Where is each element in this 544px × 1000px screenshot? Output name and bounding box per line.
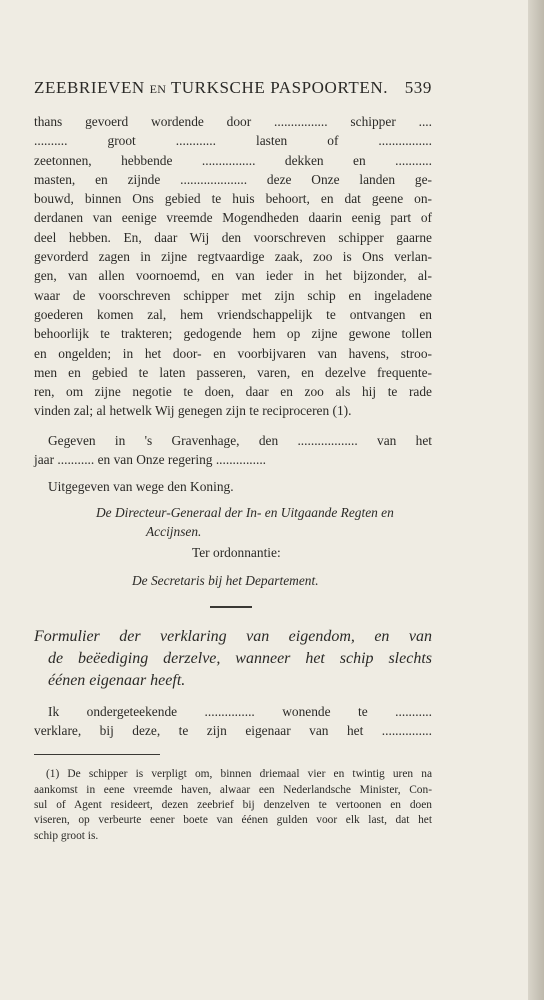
formulier-line-3: éénen eigenaar heeft. [48,671,186,689]
footnote [34,767,432,843]
footnote-line: sul of Agent resideert, dezen zeebrief bij denzelven te vertoonen en doen [34,799,432,812]
body-line: deel hebben. En, daar Wij den voorschreven schipper gaarne [34,229,432,245]
running-title-part2: TURKSCHE PASPOORTEN. [166,78,389,97]
running-head [34,78,432,98]
body-line: bouwd, binnen Ons gebied te huis behoort, en dat geene on- [34,191,432,207]
declaration-text [34,702,432,741]
footnote-line: viseren, op verbeurte eener boete van éénen gulden voor elk last, dat het [34,814,432,827]
body-line: masten, en zijnde .................... deze Onze landen ge- [34,171,432,187]
declaration-line: verklare, bij deze, te zijn eigenaar van het ............... [34,723,432,739]
section-divider [210,606,252,608]
body-line: goederen komen zal, hem vriendschappelijk te ontvangen en [34,306,432,322]
running-title [34,78,388,98]
given-line: jaar ........... en van Onze regering ............... [34,452,267,468]
formulier-line-1: Formulier der verklaring van eigendom, en van [34,627,432,645]
director-line-1: De Directeur-Generaal der In- en Uitgaande Regten en [96,504,394,520]
footnote-line: aankomst in eene vreemde haven, alwaar een Nederlandsche Minister, Con- [34,783,432,796]
director-signature [34,503,432,542]
body-line: derdanen van eenige vreemde Mogendheden daarin eenig part of [34,210,432,226]
passport-body-text [34,112,432,421]
spacer [34,421,432,431]
document-page [34,78,432,844]
director-line-2: Accijnsen. [146,523,202,539]
page-number: 539 [404,78,432,97]
formulier-heading [34,626,432,692]
ter-ordonnantie: Ter ordonnantie: [192,545,281,561]
declaration-line: Ik ondergeteekende ............... wonende te ........... [48,703,432,719]
footnote-line: schip groot is. [34,829,99,842]
issued-line: Uitgegeven van wege den Koning. [48,479,234,495]
given-at-block [34,431,432,470]
body-line: behoorlijk te trakteren; gedogende hem op zijne gewone tollen [34,326,432,342]
running-title-part1: ZEEBRIEVEN [34,78,150,97]
book-spine-shadow [528,0,544,1000]
body-line: .......... groot ............ lasten of ................ [34,133,432,149]
body-line: ren, om zijne negotie te doen, daar en zoo als hij te rade [34,384,432,400]
body-line: vinden zal; al hetwelk Wij genegen zijn te reciproceren (1). [34,403,352,419]
secretary-signature: De Secretaris bij het Departement. [132,572,319,588]
body-line: waar de voorschreven schipper met zijn schip en ingeladene [34,287,432,303]
body-line: gevorderd zagen in zijne regtvaardige zaak, zoo is Ons verlan- [34,249,432,265]
body-line: men en gebied te laten passeren, varen, en dezelve frequente- [34,364,432,380]
given-line: Gegeven in 's Gravenhage, den .................. van het [48,432,432,448]
body-line: gen, van allen voornoemd, en van ieder in het bijzonder, al- [34,268,432,284]
formulier-line-2: de beëediging derzelve, wanneer het schip slechts [48,649,432,667]
footnote-rule [34,754,160,755]
body-line: thans gevoerd wordende door ................ schipper .... [34,114,432,129]
body-line: zeetonnen, hebbende ................ dekken en ........... [34,152,432,168]
footnote-line: (1) De schipper is verpligt om, binnen driemaal vier en twintig uren na [46,768,432,781]
running-title-conjunction: EN [149,82,167,96]
body-line: en ongelden; in het door- en voorbijvaren van havens, stroo- [34,345,432,361]
